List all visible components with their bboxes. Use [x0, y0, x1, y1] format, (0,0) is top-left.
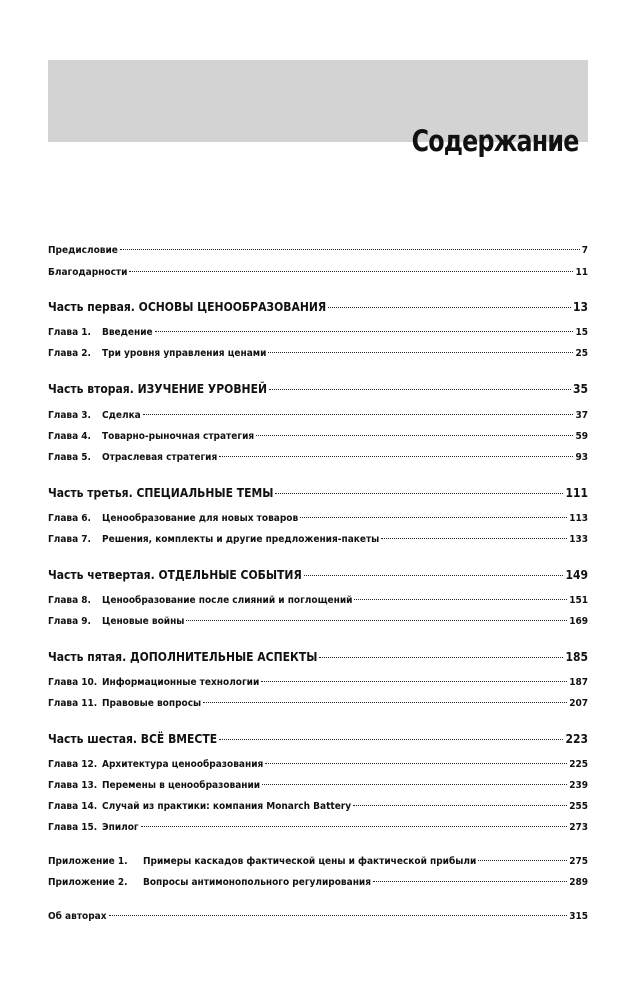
- toc-page-number: 59: [575, 431, 588, 442]
- toc-leader-dots: [129, 271, 573, 272]
- toc-entry-prefix: Глава 7.: [48, 534, 91, 545]
- toc-entry-title: Ценовые войны: [102, 616, 185, 627]
- toc-page-number: 15: [575, 327, 588, 338]
- toc-page-number: 273: [569, 822, 588, 833]
- toc-entry-chapter: [48, 534, 588, 548]
- toc-page-number: 11: [575, 267, 588, 278]
- toc-page-number: 25: [575, 348, 588, 359]
- toc-page-number: 151: [569, 595, 588, 606]
- toc-leader-dots: [109, 915, 568, 916]
- toc-entry-prefix: Часть вторая.: [48, 382, 134, 396]
- toc-entry-title: ВСЁ ВМЕСТЕ: [140, 732, 218, 746]
- toc-leader-dots: [381, 538, 567, 539]
- toc-leader-dots: [219, 456, 573, 457]
- toc-entry-title: Отраслевая стратегия: [102, 452, 218, 463]
- toc-entry-chapter: [48, 822, 588, 836]
- toc-leader-dots: [256, 435, 573, 436]
- toc-entry-chapter: [48, 780, 588, 794]
- toc-page-number: 113: [569, 513, 588, 524]
- toc-entry-prefix: Часть третья.: [48, 486, 133, 500]
- toc-entry-title: Решения, комплекты и другие предложения-пакеты: [102, 534, 380, 545]
- toc-page-number: 225: [569, 759, 588, 770]
- toc-entry-title: Правовые вопросы: [102, 698, 202, 709]
- toc-entry-label: Благодарности: [48, 267, 128, 278]
- toc-entry-title: Перемены в ценообразовании: [102, 780, 261, 791]
- toc-entry-title: Вопросы антимонопольного регулирования: [143, 877, 371, 888]
- toc-entry-title: Ценообразование для новых товаров: [102, 513, 299, 524]
- toc-entry-label: Предисловие: [48, 245, 118, 256]
- toc-leader-dots: [268, 352, 573, 353]
- toc-page-number: 35: [572, 382, 588, 396]
- toc-leader-dots: [120, 249, 580, 250]
- toc-leader-dots: [300, 517, 567, 518]
- toc-leader-dots: [354, 599, 567, 600]
- toc-page-number: 133: [569, 534, 588, 545]
- toc-entry-chapter: [48, 801, 588, 815]
- toc-entry-title: ИЗУЧЕНИЕ УРОВНЕЙ: [137, 382, 267, 396]
- toc-page-number: 149: [565, 568, 588, 582]
- toc-entry-prefix: Глава 13.: [48, 780, 98, 791]
- toc-entry-chapter: [48, 698, 588, 712]
- toc-entry-prefix: Глава 15.: [48, 822, 98, 833]
- toc-entry-prefix: Глава 6.: [48, 513, 91, 524]
- toc-page-number: 239: [569, 780, 588, 791]
- toc-entry-part: [48, 486, 588, 502]
- toc-entry-chapter: [48, 513, 588, 527]
- toc-entry-chapter: [48, 616, 588, 630]
- toc-entry-part: [48, 568, 588, 584]
- toc-leader-dots: [143, 414, 574, 415]
- toc-entry-prefix: Глава 11.: [48, 698, 98, 709]
- toc-page-number: 187: [569, 677, 588, 688]
- toc-leader-dots: [478, 860, 567, 861]
- toc-page-number: 93: [575, 452, 588, 463]
- toc-leader-dots: [203, 702, 567, 703]
- toc-page-number: 223: [565, 732, 588, 746]
- toc-entry-prefix: Глава 8.: [48, 595, 91, 606]
- toc-page-number: 7: [581, 245, 588, 256]
- toc-entry-part: [48, 300, 588, 316]
- toc-entry-prefix: Глава 4.: [48, 431, 91, 442]
- toc-page-number: 207: [569, 698, 588, 709]
- toc-entry-prefix: Глава 5.: [48, 452, 91, 463]
- toc-entry-title: СПЕЦИАЛЬНЫЕ ТЕМЫ: [136, 486, 274, 500]
- toc-entry-chapter: [48, 327, 588, 341]
- toc-page-number: 275: [569, 856, 588, 867]
- toc-entry-title: Три уровня управления ценами: [102, 348, 267, 359]
- toc-entry-prefix: Часть четвертая.: [48, 568, 155, 582]
- toc-leader-dots: [186, 620, 567, 621]
- toc-entry-title: Информационные технологии: [102, 677, 260, 688]
- toc-leader-dots: [328, 307, 571, 308]
- toc-entry-prefix: Глава 12.: [48, 759, 98, 770]
- page-title: Содержание: [412, 124, 579, 158]
- toc-entry-prefix: Глава 10.: [48, 677, 98, 688]
- toc-page-number: 169: [569, 616, 588, 627]
- toc-entry-title: Архитектура ценообразования: [102, 759, 264, 770]
- toc-leader-dots: [219, 739, 563, 740]
- toc-entry-prefix: Глава 2.: [48, 348, 91, 359]
- toc-entry-prefix: Глава 9.: [48, 616, 91, 627]
- toc-page-number: 185: [565, 650, 588, 664]
- toc-entry-small: [48, 245, 588, 259]
- toc-entry-chapter: [48, 452, 588, 466]
- toc-entry-title: Введение: [102, 327, 153, 338]
- toc-entry-chapter: [48, 595, 588, 609]
- toc-entry-label: Об авторах: [48, 911, 107, 922]
- toc-entry-title: Сделка: [102, 410, 141, 421]
- toc-page-number: 37: [575, 410, 588, 421]
- toc-leader-dots: [262, 784, 567, 785]
- toc-entry-title: Ценообразование после слияний и поглощений: [102, 595, 353, 606]
- toc-entry-prefix: Часть шестая.: [48, 732, 138, 746]
- toc-entry-prefix: Глава 1.: [48, 327, 91, 338]
- toc-entry-title: ОТДЕЛЬНЫЕ СОБЫТИЯ: [158, 568, 302, 582]
- toc-leader-dots: [275, 493, 563, 494]
- toc-entry-part: [48, 732, 588, 748]
- toc-entry-prefix: Глава 14.: [48, 801, 98, 812]
- toc-leader-dots: [261, 681, 567, 682]
- toc-entry-appendix: [48, 856, 588, 870]
- toc-entry-chapter: [48, 348, 588, 362]
- toc-entry-chapter: [48, 431, 588, 445]
- toc-entry-appendix: [48, 877, 588, 891]
- toc-leader-dots: [319, 657, 563, 658]
- toc-entry-chapter: [48, 677, 588, 691]
- toc-entry-small: [48, 267, 588, 281]
- toc-entry-chapter: [48, 759, 588, 773]
- toc-leader-dots: [265, 763, 567, 764]
- toc-leader-dots: [373, 881, 567, 882]
- toc-page-number: 315: [569, 911, 588, 922]
- toc-entry-prefix: Приложение 2.: [48, 877, 128, 888]
- toc-page-number: 13: [572, 300, 588, 314]
- toc-leader-dots: [353, 805, 567, 806]
- toc-entry-title: Товарно-рыночная стратегия: [102, 431, 255, 442]
- toc-leader-dots: [269, 389, 571, 390]
- toc-entry-chapter: [48, 410, 588, 424]
- toc-leader-dots: [155, 331, 574, 332]
- toc-entry-prefix: Часть пятая.: [48, 650, 127, 664]
- toc-entry-title: ОСНОВЫ ЦЕНООБРАЗОВАНИЯ: [138, 300, 327, 314]
- toc-entry-prefix: Глава 3.: [48, 410, 91, 421]
- toc-entry-prefix: Приложение 1.: [48, 856, 128, 867]
- toc-page-number: 289: [569, 877, 588, 888]
- toc-entry-part: [48, 382, 588, 398]
- toc-page-number: 111: [565, 486, 588, 500]
- toc-entry-small: [48, 911, 588, 925]
- toc-entry-part: [48, 650, 588, 666]
- toc-page-number: 255: [569, 801, 588, 812]
- toc-entry-title: ДОПОЛНИТЕЛЬНЫЕ АСПЕКТЫ: [129, 650, 318, 664]
- toc-leader-dots: [141, 826, 568, 827]
- toc-entry-title: Примеры каскадов фактической цены и фактической прибыли: [143, 856, 477, 867]
- toc-leader-dots: [304, 575, 564, 576]
- toc-entry-title: Эпилог: [102, 822, 139, 833]
- toc-entry-prefix: Часть первая.: [48, 300, 135, 314]
- toc-entry-title: Случай из практики: компания Monarch Battery: [102, 801, 352, 812]
